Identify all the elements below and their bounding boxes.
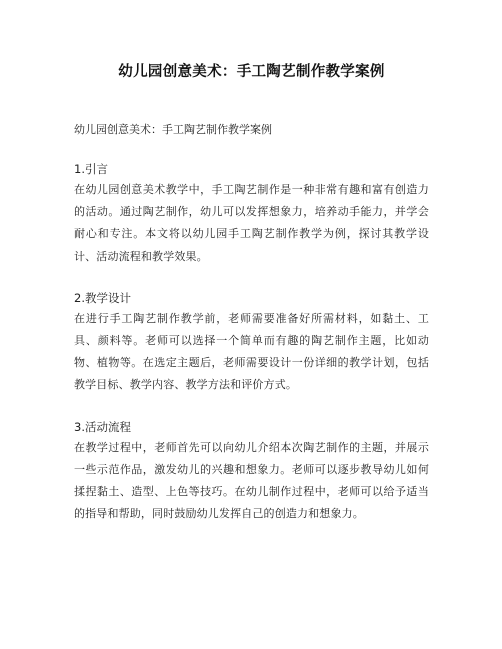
- document-title: 幼儿园创意美术：手工陶艺制作教学案例: [118, 64, 385, 80]
- section-teaching-design: [74, 290, 429, 397]
- section-body: 在进行手工陶艺制作教学前，老师需要准备好所需材料，如黏土、工具、颜料等。老师可以选择一个简单而有趣的陶艺制作主题，比如动物、植物等。在选定主题后，老师需要设计一份详细的教学计划，包括教学目标、教学内容、教学方法和评价方式。: [74, 311, 429, 392]
- section-activity-flow: [74, 419, 429, 526]
- document-subtitle: 幼儿园创意美术：手工陶艺制作教学案例: [74, 123, 272, 136]
- section-heading: 1.引言: [74, 162, 108, 176]
- section-introduction: [74, 161, 429, 268]
- section-heading: 3.活动流程: [74, 419, 131, 434]
- section-body: 在幼儿园创意美术教学中，手工陶艺制作是一种非常有趣和富有创造力的活动。通过陶艺制作，幼儿可以发挥想象力，培养动手能力，并学会耐心和专注。本文将以幼儿园手工陶艺制作教学为例，探讨其教学设计、活动流程和教学效果。: [74, 183, 429, 263]
- section-heading: 2.教学设计: [74, 290, 131, 305]
- section-body: 在教学过程中，老师首先可以向幼儿介绍本次陶艺制作的主题，并展示一些示范作品，激发幼儿的兴趣和想象力。老师可以逐步教导幼儿如何揉捏黏土、造型、上色等技巧。在幼儿制作过程中，老师可以给予适当的指导和帮助，同时鼓励幼儿发挥自己的创造力和想象力。: [74, 440, 429, 521]
